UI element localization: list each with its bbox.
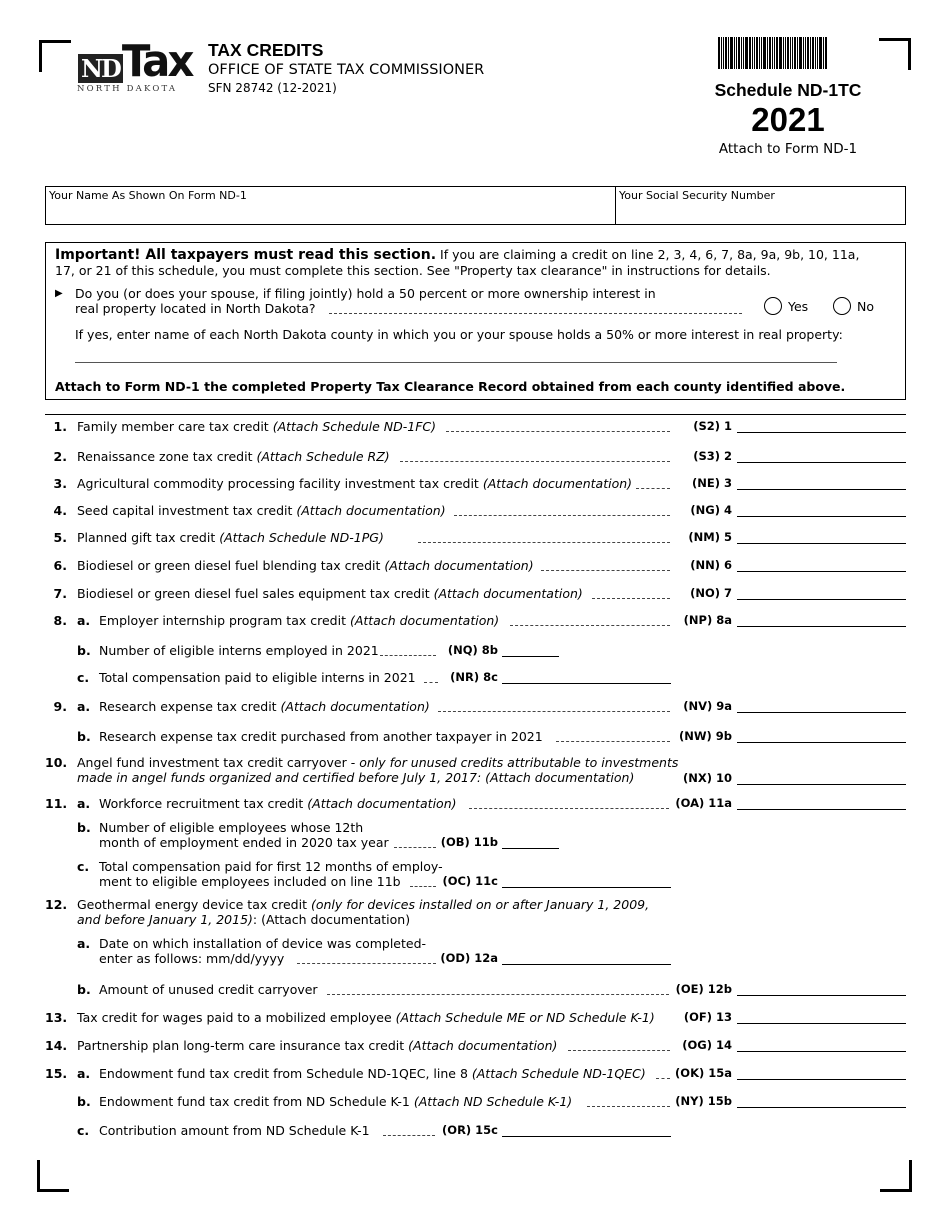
barcode-bar xyxy=(759,37,760,69)
line-number: 13. xyxy=(45,1010,68,1025)
barcode-bar xyxy=(730,37,733,69)
barcode-bar xyxy=(799,37,802,69)
barcode-bar xyxy=(815,37,816,69)
line-11b xyxy=(0,820,950,854)
tax-year: 2021 xyxy=(751,101,825,138)
line-label xyxy=(77,558,534,573)
line-8b-answer[interactable] xyxy=(502,656,559,657)
line-sub-letter: a. xyxy=(77,613,91,628)
line-code: (OR) 15c xyxy=(442,1123,498,1137)
line-12a-answer[interactable] xyxy=(502,964,671,965)
line-11c xyxy=(0,859,950,893)
line-sub-letter: a. xyxy=(77,1066,91,1081)
line-code: (NR) 8c xyxy=(450,670,498,684)
line-note: (Attach documentation) xyxy=(280,699,430,714)
line-sub-letter: b. xyxy=(77,820,91,835)
line-sub-letter: c. xyxy=(77,859,90,874)
line-12b xyxy=(0,982,950,1002)
leader-dots xyxy=(418,542,670,543)
barcode-bar xyxy=(769,37,771,69)
leader-dots xyxy=(541,570,670,571)
line-code: (NE) 3 xyxy=(692,476,732,490)
leader-dots xyxy=(556,741,670,742)
barcode-bar xyxy=(738,37,740,69)
line-7 xyxy=(0,586,950,606)
important-lead: Important! All taxpayers must read this section. xyxy=(55,247,437,263)
barcode-bar xyxy=(767,37,768,69)
line-8a xyxy=(0,613,950,633)
leader-dots xyxy=(394,847,436,848)
line-label xyxy=(77,755,678,785)
line-number: 11. xyxy=(45,796,68,811)
barcode-bar xyxy=(756,37,758,69)
ssn-field-label: Your Social Security Number xyxy=(619,189,775,202)
barcode-bar xyxy=(797,37,798,69)
no-label: No xyxy=(857,299,874,314)
line-number: 8. xyxy=(53,613,67,628)
line-number: 10. xyxy=(45,755,68,770)
line-number: 7. xyxy=(53,586,67,601)
line-number: 4. xyxy=(53,503,67,518)
barcode-bar xyxy=(794,37,796,69)
line-note: (Attach documentation) xyxy=(384,558,534,573)
barcode-bar xyxy=(785,37,786,69)
line-9b xyxy=(0,729,950,749)
form-title: TAX CREDITS xyxy=(208,40,324,60)
county-input-line[interactable] xyxy=(75,362,837,363)
no-radio[interactable] xyxy=(833,297,851,315)
line-text: Partnership plan long-term care insurance tax credit xyxy=(77,1038,409,1053)
line-label xyxy=(77,897,649,927)
line-12 xyxy=(0,897,950,931)
line-code: (NP) 8a xyxy=(683,613,732,627)
important-body-1: If you are claiming a credit on line 2, 3, 4, 6, 7, 8a, 9a, 9b, 10, 11a, xyxy=(436,247,860,262)
leader-dots xyxy=(438,711,670,712)
logo-subtitle: NORTH DAKOTA xyxy=(77,84,178,94)
line-label xyxy=(77,449,390,464)
barcode-bar xyxy=(807,37,809,69)
line-text: Workforce recruitment tax credit xyxy=(99,796,308,811)
line-5-answer[interactable] xyxy=(737,543,906,544)
line-code: (NM) 5 xyxy=(688,530,732,544)
corner-mark-top-right xyxy=(879,38,911,70)
line-label xyxy=(77,476,632,491)
line-text: Biodiesel or green diesel fuel blending tax credit xyxy=(77,558,385,573)
line-text-2: ment to eligible employees included on line 11b xyxy=(99,874,401,889)
line-label xyxy=(99,859,443,889)
corner-mark-bottom-right xyxy=(880,1160,912,1192)
line-text-2: month of employment ended in 2020 tax year xyxy=(99,835,389,850)
line-11a-answer[interactable] xyxy=(737,809,906,810)
line-label: Contribution amount from ND Schedule K-1 xyxy=(99,1123,370,1138)
line-code: (OC) 11c xyxy=(442,874,498,888)
line-8a-answer[interactable] xyxy=(737,626,906,627)
barcode-bar xyxy=(749,37,751,69)
barcode-bar xyxy=(752,37,753,69)
line-4 xyxy=(0,503,950,523)
name-field-label: Your Name As Shown On Form ND-1 xyxy=(49,189,247,202)
line-text-1: Total compensation paid for first 12 months of employ- xyxy=(99,859,443,874)
line-note-2: made in angel funds organized and certified before July 1, 2017: (Attach documentation) xyxy=(77,770,635,785)
barcode-bar xyxy=(779,37,782,69)
line-1 xyxy=(0,419,950,439)
line-10-answer[interactable] xyxy=(737,784,906,785)
line-text: Endowment fund tax credit from Schedule ND-1QEC, line 8 xyxy=(99,1066,472,1081)
line-3 xyxy=(0,476,950,496)
barcode-bar xyxy=(810,37,811,69)
line-number: 5. xyxy=(53,530,67,545)
line-label xyxy=(99,613,499,628)
line-8c xyxy=(0,670,950,690)
leader-dots xyxy=(469,808,669,809)
line-15a xyxy=(0,1066,950,1086)
line-note: (Attach Schedule ND-1FC) xyxy=(272,419,436,434)
line-10 xyxy=(0,755,950,789)
line-code: (NX) 10 xyxy=(682,771,732,785)
line-code: (NV) 9a xyxy=(683,699,732,713)
line-number: 2. xyxy=(53,449,67,464)
barcode-bar xyxy=(718,37,720,69)
line-label xyxy=(99,936,426,966)
leader-dots xyxy=(656,1078,670,1079)
leader-dots xyxy=(400,461,670,462)
leader-dots xyxy=(424,682,438,683)
barcode xyxy=(718,37,858,69)
line-15b-answer[interactable] xyxy=(737,1107,906,1108)
line-code: (NO) 7 xyxy=(690,586,732,600)
barcode-bar xyxy=(761,37,762,69)
arrow-icon: ▶ xyxy=(55,288,63,299)
barcode-bar xyxy=(823,37,824,69)
line-sub-letter: c. xyxy=(77,1123,90,1138)
line-number: 3. xyxy=(53,476,67,491)
barcode-bar xyxy=(776,37,778,69)
line-code: (OA) 11a xyxy=(675,796,732,810)
line-12a xyxy=(0,936,950,970)
leader-dots xyxy=(587,1106,670,1107)
barcode-bar xyxy=(743,37,744,69)
line-note: (Attach ND Schedule K-1) xyxy=(413,1094,573,1109)
line-text: Agricultural commodity processing facility investment tax credit xyxy=(77,476,483,491)
ownership-question-1: Do you (or does your spouse, if filing jointly) hold a 50 percent or more ownership interest in xyxy=(75,286,656,301)
line-text-1: Date on which installation of device was completed- xyxy=(99,936,427,951)
line-code: (NN) 6 xyxy=(690,558,732,572)
line-code: (NG) 4 xyxy=(690,503,732,517)
line-note-2: and before January 1, 2015) xyxy=(77,912,253,927)
line-text-2: enter as follows: mm/dd/yyyy xyxy=(99,951,285,966)
leader-dots xyxy=(636,488,670,489)
line-9a xyxy=(0,699,950,719)
line-note: (Attach documentation) xyxy=(349,613,500,628)
line-13-answer[interactable] xyxy=(737,1023,906,1024)
line-note: (Attach documentation) xyxy=(482,476,633,491)
line-4-answer[interactable] xyxy=(737,516,906,517)
line-sub-letter: a. xyxy=(77,936,91,951)
line-9b-answer[interactable] xyxy=(737,742,906,743)
line-note: (Attach Schedule ND-1QEC) xyxy=(471,1066,646,1081)
line-text: Renaissance zone tax credit xyxy=(77,449,257,464)
line-number: 9. xyxy=(53,699,67,714)
line-number: 14. xyxy=(45,1038,68,1053)
line-text: Biodiesel or green diesel fuel sales equipment tax credit xyxy=(77,586,434,601)
line-2 xyxy=(0,449,950,469)
line-label xyxy=(99,796,457,811)
barcode-bar xyxy=(728,37,729,69)
line-2-answer[interactable] xyxy=(737,462,906,463)
line-label: Number of eligible interns employed in 2021 xyxy=(99,643,379,658)
line-sub-letter: b. xyxy=(77,1094,91,1109)
barcode-bar xyxy=(736,37,737,69)
line-1-answer[interactable] xyxy=(737,432,906,433)
logo-tax: Tax xyxy=(121,36,192,87)
line-label xyxy=(99,1066,646,1081)
leader-dots xyxy=(568,1050,670,1051)
leader-dots xyxy=(297,963,436,964)
line-label xyxy=(77,419,436,434)
leader-dots xyxy=(446,431,670,432)
line-note-1: only for unused credits attributable to investments xyxy=(359,755,679,770)
line-number: 12. xyxy=(45,897,68,912)
line-note: (Attach documentation) xyxy=(296,503,446,518)
barcode-bar xyxy=(741,37,742,69)
important-body-2: 17, or 21 of this schedule, you must complete this section. See "Property tax clearance" in instructions for details. xyxy=(55,263,771,278)
line-text: Geothermal energy device tax credit xyxy=(77,897,311,912)
line-sub-letter: b. xyxy=(77,982,91,997)
line-label xyxy=(77,586,583,601)
leader-dots xyxy=(410,886,436,887)
line-number: 6. xyxy=(53,558,67,573)
barcode-bar xyxy=(772,37,773,69)
barcode-bar xyxy=(763,37,766,69)
line-15a-answer[interactable] xyxy=(737,1079,906,1080)
barcode-bar xyxy=(783,37,784,69)
line-11a xyxy=(0,796,950,816)
barcode-bar xyxy=(790,37,791,69)
line-label xyxy=(99,820,389,850)
line-11b-answer[interactable] xyxy=(502,848,559,849)
barcode-bar xyxy=(812,37,814,69)
section-divider xyxy=(45,414,906,415)
yes-radio[interactable] xyxy=(764,297,782,315)
ownership-question xyxy=(75,286,795,316)
county-prompt: If yes, enter name of each North Dakota county in which you or your spouse holds a 50% or more interest in real property: xyxy=(75,327,843,342)
line-note: (Attach documentation) xyxy=(307,796,457,811)
line-label: Research expense tax credit purchased from another taxpayer in 2021 xyxy=(99,729,543,744)
barcode-bar xyxy=(723,37,724,69)
barcode-bar xyxy=(787,37,789,69)
line-label: Amount of unused credit carryover xyxy=(99,982,318,997)
line-text: Planned gift tax credit xyxy=(77,530,220,545)
barcode-bar xyxy=(805,37,806,69)
line-note-1: (only for devices installed on or after January 1, 2009, xyxy=(310,897,650,912)
leader-dots xyxy=(454,515,670,516)
line-8c-answer[interactable] xyxy=(502,683,671,684)
line-code: (OF) 13 xyxy=(683,1010,732,1024)
schedule-name: Schedule ND-1TC xyxy=(714,80,862,100)
line-note: (Attach documentation) xyxy=(408,1038,558,1053)
important-section xyxy=(45,242,906,400)
attach-record-note: Attach to Form ND-1 the completed Property Tax Clearance Record obtained from each county identified above. xyxy=(55,379,846,394)
line-9a-answer[interactable] xyxy=(737,712,906,713)
line-label xyxy=(77,503,446,518)
barcode-bar xyxy=(721,37,722,69)
line-sub-letter: a. xyxy=(77,796,91,811)
barcode-bar xyxy=(745,37,748,69)
line-code: (S2) 1 xyxy=(693,419,732,433)
line-number: 15. xyxy=(45,1066,68,1081)
line-text: Seed capital investment tax credit xyxy=(77,503,297,518)
line-3-answer[interactable] xyxy=(737,489,906,490)
line-label xyxy=(77,1010,655,1025)
line-text: Employer internship program tax credit xyxy=(99,613,350,628)
line-number: 1. xyxy=(53,419,67,434)
line-note: (Attach Schedule ME or ND Schedule K-1) xyxy=(395,1010,655,1025)
line-text: Angel fund investment tax credit carryover - xyxy=(77,755,360,770)
line-sub-letter: b. xyxy=(77,729,91,744)
line-5 xyxy=(0,530,950,550)
leader-dots xyxy=(592,598,670,599)
line-14 xyxy=(0,1038,950,1058)
line-code: (OD) 12a xyxy=(440,951,498,965)
line-code: (NY) 15b xyxy=(675,1094,732,1108)
line-text-1: Number of eligible employees whose 12th xyxy=(99,820,364,835)
logo-nd: ND xyxy=(78,54,123,83)
line-label xyxy=(77,530,384,545)
line-note: (Attach documentation) xyxy=(433,586,583,601)
line-7-answer[interactable] xyxy=(737,599,906,600)
leader-dots xyxy=(329,313,742,314)
line-label xyxy=(99,699,430,714)
line-11c-answer[interactable] xyxy=(502,887,671,888)
barcode-bar xyxy=(734,37,735,69)
barcode-bar xyxy=(803,37,804,69)
line-text: Family member care tax credit xyxy=(77,419,273,434)
line-code: (NW) 9b xyxy=(678,729,732,743)
barcode-bar xyxy=(725,37,727,69)
barcode-bar xyxy=(819,37,822,69)
line-code: (OB) 11b xyxy=(440,835,498,849)
ssn-field[interactable] xyxy=(616,187,778,224)
line-15c-answer[interactable] xyxy=(502,1136,671,1137)
line-note: (Attach Schedule ND-1PG) xyxy=(219,530,384,545)
ownership-question-2: real property located in North Dakota? xyxy=(75,301,316,316)
attach-instruction: Attach to Form ND-1 xyxy=(718,141,858,157)
barcode-bar xyxy=(792,37,793,69)
leader-dots xyxy=(510,625,670,626)
leader-dots xyxy=(383,1135,435,1136)
corner-mark-bottom-left xyxy=(37,1160,69,1192)
line-code: (OE) 12b xyxy=(675,982,732,996)
important-text xyxy=(55,247,895,279)
line-label xyxy=(99,1094,572,1109)
name-field[interactable] xyxy=(46,187,616,224)
leader-dots xyxy=(380,655,436,656)
line-text: Research expense tax credit xyxy=(99,699,281,714)
form-number: SFN 28742 (12-2021) xyxy=(208,81,337,95)
nd-tax-logo xyxy=(76,36,191,96)
line-12b-answer[interactable] xyxy=(737,995,906,996)
line-sub-letter: b. xyxy=(77,643,91,658)
line-15b xyxy=(0,1094,950,1114)
line-15c xyxy=(0,1123,950,1143)
line-8b xyxy=(0,643,950,663)
yes-label: Yes xyxy=(788,299,809,314)
line-code: (NQ) 8b xyxy=(447,643,498,657)
line-6-answer[interactable] xyxy=(737,571,906,572)
line-code: (OG) 14 xyxy=(682,1038,732,1052)
line-text: Endowment fund tax credit from ND Schedule K-1 xyxy=(99,1094,414,1109)
taxpayer-id-box xyxy=(45,186,906,225)
line-text: Tax credit for wages paid to a mobilized employee xyxy=(77,1010,396,1025)
line-note: (Attach Schedule RZ) xyxy=(256,449,390,464)
corner-mark-top-left xyxy=(39,40,71,72)
line-note-3: : (Attach documentation) xyxy=(252,912,411,927)
office-name: OFFICE OF STATE TAX COMMISSIONER xyxy=(208,62,485,78)
line-6 xyxy=(0,558,950,578)
barcode-bar xyxy=(754,37,755,69)
line-sub-letter: a. xyxy=(77,699,91,714)
line-label xyxy=(77,1038,557,1053)
barcode-bar xyxy=(774,37,775,69)
line-sub-letter: c. xyxy=(77,670,90,685)
line-label: Total compensation paid to eligible interns in 2021 xyxy=(99,670,416,685)
barcode-bar xyxy=(825,37,827,69)
barcode-bar xyxy=(817,37,818,69)
line-code: (S3) 2 xyxy=(693,449,732,463)
line-14-answer[interactable] xyxy=(737,1051,906,1052)
line-13 xyxy=(0,1010,950,1030)
line-code: (OK) 15a xyxy=(675,1066,732,1080)
leader-dots xyxy=(327,994,669,995)
